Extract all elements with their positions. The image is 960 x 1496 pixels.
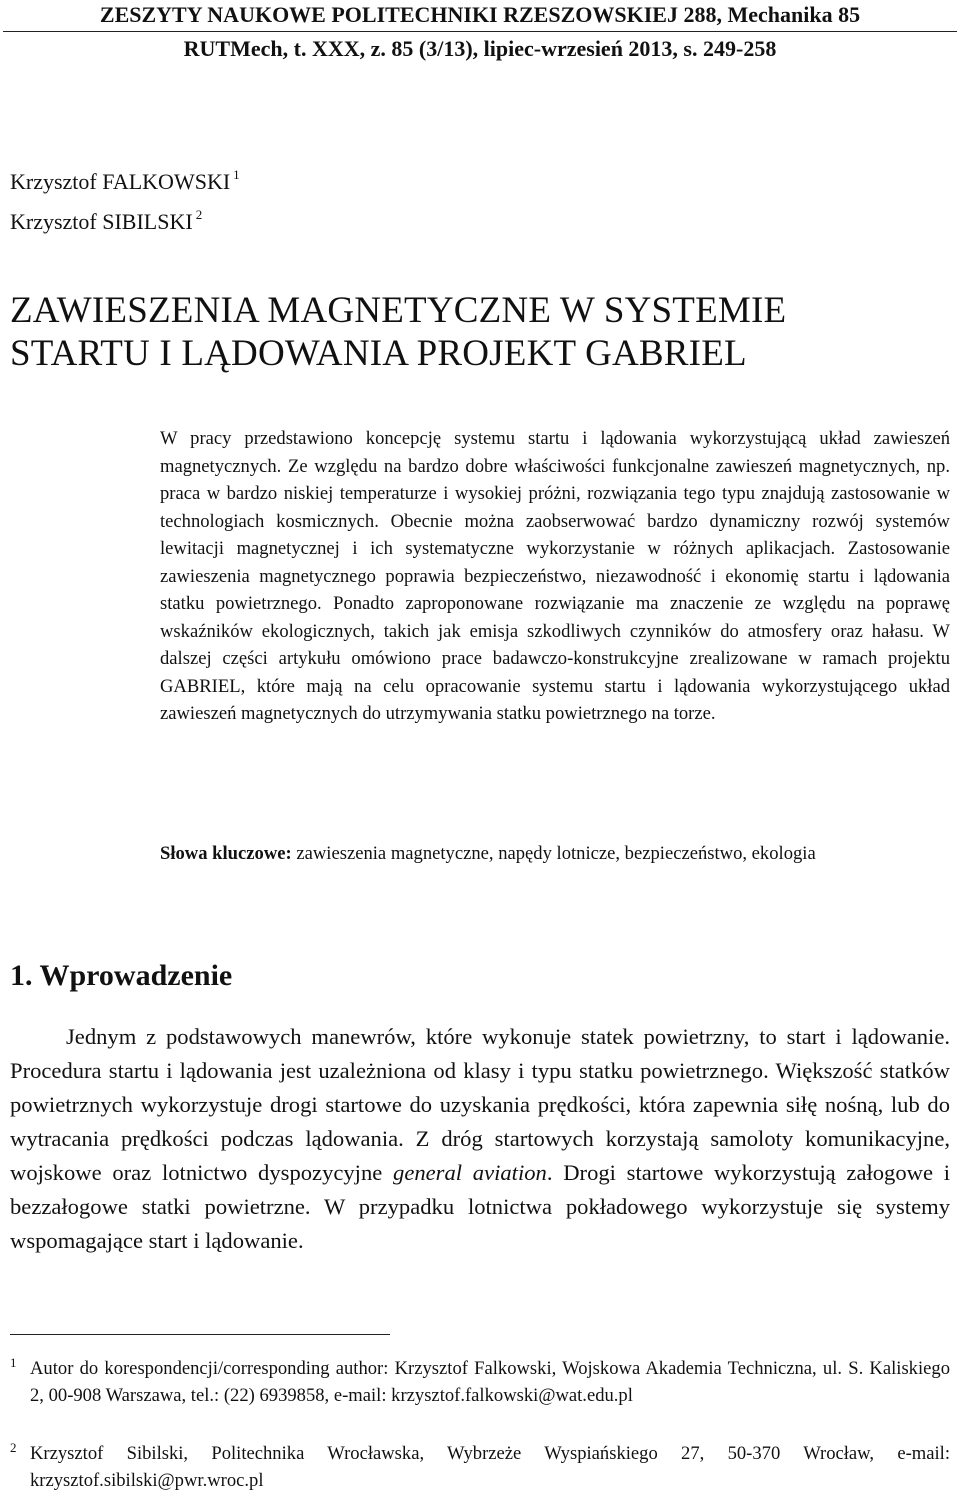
intro-paragraph	[10, 1020, 950, 1258]
footnote-rule	[10, 1334, 390, 1335]
author-name: Krzysztof FALKOWSKI	[10, 169, 231, 194]
footnote-number: 1	[10, 1355, 17, 1370]
abstract: W pracy przedstawiono koncepcję systemu startu i lądowania wykorzystującą układ zawieszeń magnetycznych. Ze względu na bardzo dobre właściwości funkcjonalne zawieszeń magnetycznych, np. praca w bardzo niskiej temperaturze i wysokiej próżni, rozwiązania tego typu znajdują zastosowanie w technologiach kosmicznych. Obecnie można zaobserwować bardzo dynamiczny rozwój systemów lewitacji magnetycznej i ich systematyczne wykorzystanie w różnych aplikacjach. Zastosowanie zawieszenia magnetycznego poprawia bezpieczeństwo, niezawodność i ekonomię startu i lądowania statku powietrznego. Ponadto zaproponowane rozwiązanie ma znaczenie ze względu na poprawę wskaźników ekologicznych, takich jak emisja szkodliwych czynników do atmosfery oraz hałasu. W dalszej części artykułu omówiono prace badawczo-konstrukcyjne zrealizowane w ramach projektu GABRIEL, które mają na celu opracowanie systemu startu i lądowania wykorzystującego układ zawieszeń magnetycznych do utrzymywania statku powietrznego na torze.	[160, 428, 950, 724]
section-number: 1.	[10, 959, 33, 992]
author-2	[10, 198, 240, 238]
keywords	[160, 840, 950, 868]
footnote-2	[10, 1440, 950, 1494]
section-heading	[10, 956, 232, 996]
footnote-mark: 2	[195, 207, 203, 222]
keywords-label: Słowa kluczowe:	[160, 843, 292, 864]
paper-title-line1: ZAWIESZENIA MAGNETYCZNE W SYSTEMIE	[10, 290, 787, 331]
footnote-number: 2	[10, 1440, 17, 1455]
journal-header-line1: ZESZYTY NAUKOWE POLITECHNIKI RZESZOWSKIEJ 288, Mechanika 85	[99, 2, 861, 27]
footnote-text: Krzysztof Sibilski, Politechnika Wrocławska, Wybrzeże Wyspiańskiego 27, 50-370 Wrocław, e-mail: krzysztof.sibilski@pwr.wroc.pl	[30, 1443, 950, 1491]
author-name: Krzysztof SIBILSKI	[10, 209, 193, 234]
intro-text-1: Jednym z podstawowych manewrów, które wykonuje statek powietrzny, to start i lądowanie. Procedura startu i lądowania jest uzależniona od klasy i typu statku powietrznego. Większość statków powietrznych wykorzystuje drogi startowe do uzyskania prędkości, która zapewnia siłę nośną, lub do wytracania prędkości podczas lądowania. Z dróg startowych korzystają samoloty komunikacyjne, wojskowe oraz lotnictwo dyspozycyjne	[10, 1024, 950, 1185]
journal-header-line2: RUTMech, t. XXX, z. 85 (3/13), lipiec-wrzesień 2013, s. 249-258	[183, 36, 777, 61]
header-rule	[3, 31, 957, 32]
footnote-1	[10, 1355, 950, 1409]
intro-text-2: . Drogi startowe wykorzystują załogowe i bezzałogowe statki powietrzne. W przypadku lotnictwa pokładowego wykorzystuje się systemy wspomagające start i lądowanie.	[10, 1160, 951, 1253]
paper-title-line2: STARTU I LĄDOWANIA PROJEKT GABRIEL	[10, 333, 747, 374]
paper-title	[10, 289, 786, 375]
author-list	[10, 158, 240, 238]
intro-italic-term: general aviation	[393, 1160, 547, 1185]
footnote-mark: 1	[233, 167, 240, 182]
section-title: Wprowadzenie	[39, 959, 233, 992]
author-1	[10, 158, 240, 198]
footnote-text: Autor do korespondencji/corresponding author: Krzysztof Falkowski, Wojskowa Akademia Techniczna, ul. S. Kaliskiego 2, 00-908 Warszawa, tel.: (22) 6939858, e-mail: krzysztof.falkowski@wat.edu.pl	[30, 1358, 950, 1406]
keywords-text: zawieszenia magnetyczne, napędy lotnicze, bezpieczeństwo, ekologia	[296, 843, 816, 864]
